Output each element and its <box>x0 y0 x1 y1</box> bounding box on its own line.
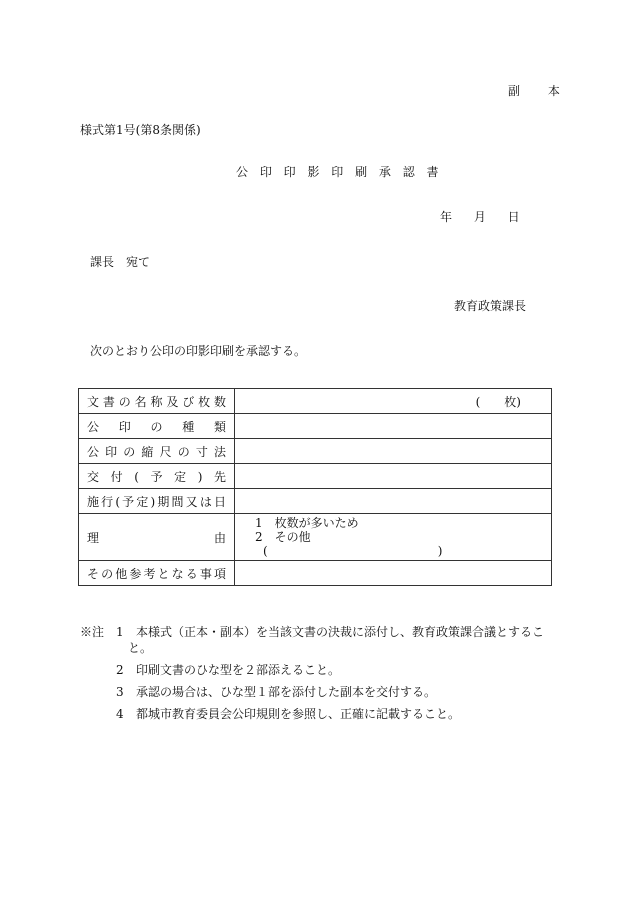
issuer: 教育政策課長 <box>454 299 527 313</box>
table-row <box>79 439 552 464</box>
seal-type-field <box>235 414 552 439</box>
note-continuation: と。 <box>128 641 153 655</box>
note-item <box>80 706 555 722</box>
approval-statement: 次のとおり公印の印影印刷を承認する。 <box>90 344 307 358</box>
note-text: 都城市教育委員会公印規則を参照し、正確に記載すること。 <box>136 707 461 721</box>
document-title: 公 印 印 影 印 刷 承 認 書 <box>236 165 443 179</box>
table-row <box>79 389 552 414</box>
period-field <box>235 489 552 514</box>
notes-prefix: ※注 <box>80 625 105 639</box>
note-item <box>80 684 555 700</box>
row-label-other-reference: その他参考となる事項 <box>79 561 235 586</box>
copy-mark: 副 本 <box>508 84 572 98</box>
date-line: 年 月 日 <box>440 210 520 224</box>
reason-other-blank <box>243 544 543 558</box>
sheet-count: ( 枚) <box>475 394 521 409</box>
table-row <box>79 561 552 586</box>
reason-option-2: 2 その他 <box>255 530 311 544</box>
recipient-field <box>235 464 552 489</box>
other-reference-field <box>235 561 552 586</box>
row-label-recipient: 交付(予定)先 <box>79 464 235 489</box>
row-label-reason: 理由 <box>79 514 235 561</box>
note-text: 印刷文書のひな型を２部添えること。 <box>136 663 341 677</box>
table-row <box>79 464 552 489</box>
note-number: 3 <box>116 685 124 699</box>
note-text: 本様式（正本・副本）を当該文書の決裁に添付し、教育政策課合議とするこ <box>136 625 545 639</box>
form-number: 様式第1号(第8条関係) <box>80 123 201 137</box>
row-label-seal-type: 公印の種類 <box>79 414 235 439</box>
reason-field <box>235 514 552 561</box>
note-item <box>80 624 555 656</box>
row-label-document-name: 文書の名称及び枚数 <box>79 389 235 414</box>
note-item <box>80 662 555 678</box>
table-row <box>79 414 552 439</box>
row-label-scale-size: 公印の縮尺の寸法 <box>79 439 235 464</box>
note-number: 2 <box>116 663 124 677</box>
document-name-field <box>235 389 552 414</box>
row-label-period: 施行(予定)期間又は日 <box>79 489 235 514</box>
reason-option-1: 1 枚数が多いため <box>255 516 359 530</box>
note-number: 1 <box>116 625 124 639</box>
addressee: 課長 宛て <box>90 255 151 269</box>
scale-size-field <box>235 439 552 464</box>
note-text: 承認の場合は、ひな型１部を添付した副本を交付する。 <box>136 685 437 699</box>
note-number: 4 <box>116 707 124 721</box>
table-row <box>79 489 552 514</box>
table-row <box>79 514 552 561</box>
approval-form-table <box>78 388 552 586</box>
paren-open: ( <box>263 544 268 558</box>
notes-section <box>80 624 555 728</box>
paren-close: ) <box>437 544 443 558</box>
